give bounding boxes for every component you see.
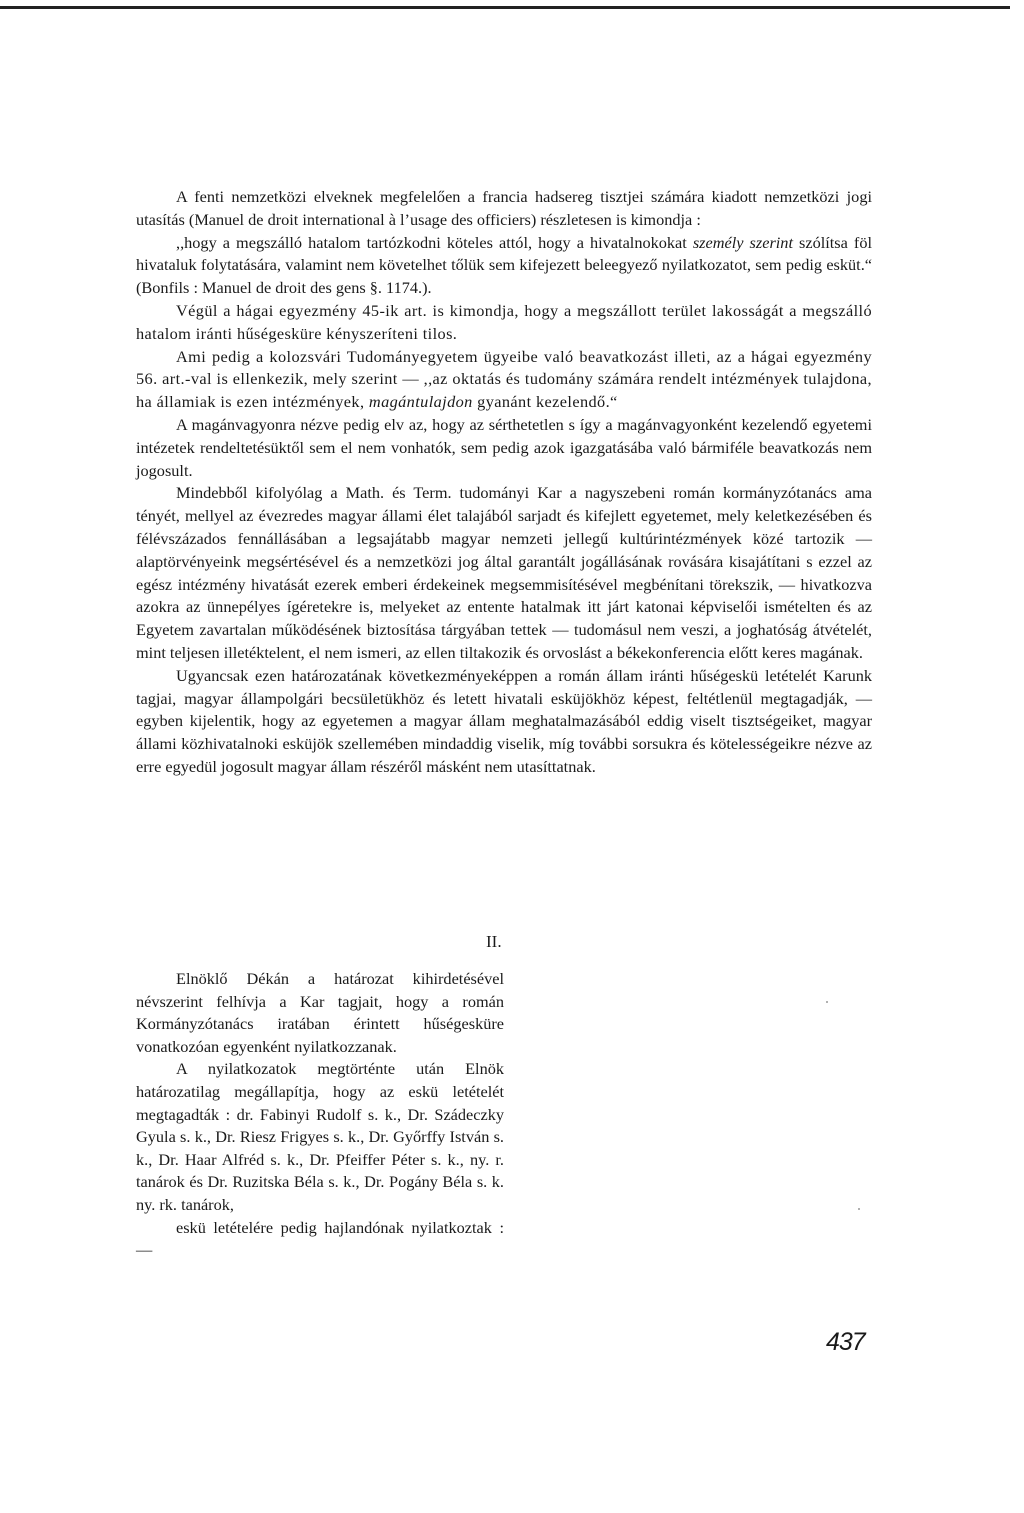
paragraph-2-text-b: szólítsa föl hivataluk folytatására, valamint nem követelhet tőlük sem kifejezett beleegyező nyilatkozatot, sem pedig esküt.“ (Bonfils : Manuel de droit des gens §. 1174.). bbox=[136, 232, 873, 298]
left-paragraph-1: Elnöklő Dékán a határozat kihirdetésével névszerint felhívja a Kar tagjait, hogy a román Kormányzótanács iratában érintett hűségesküre vonatkozóan egyenként nyilatkozzanak. bbox=[136, 969, 504, 1056]
paragraph-5: A magánvagyonra nézve pedig elv az, hogy az sérthetetlen s így a magánvagyonként kezelendő egyetemi intézetek rendeltetésüktől sem el nem vonhatók, sem pedig azok igazgatásába való bármiféle beavatkozás nem jogosult. bbox=[136, 414, 872, 480]
top-rule bbox=[0, 6, 1010, 9]
specks bbox=[826, 1001, 828, 1003]
paragraph-7: Ugyancsak ezen határozatának következményeképpen a román állam iránti hűségeskü letételét Karunk tagjai, magyar állampolgári becsületükhöz és letett hivatali esküjökhöz képest, feltétlenül megtagadják, — egyben kijelentik, hogy az egyetemen a magyar állam meghatalmazásából eddig viselt tisztségeiket, magyar állami közhivatalnoki esküjök szellemében mindaddig viselik, míg további sorsukra és kötelességeikre nézve az erre egyedül jogosult magyar állam részéről másként nem utasíttatnak. bbox=[136, 665, 872, 776]
section-heading: II. bbox=[486, 932, 502, 951]
main-text bbox=[136, 186, 872, 779]
left-paragraph-2: A nyilatkozatok megtörténte után Elnök határozatilag megállapítja, hogy az eskü letételét megtagadták : dr. Fabinyi Rudolf s. k., Dr. Szádeczky Gyula s. k., Dr. Riesz Frigyes s. k., Dr. Győrffy István s. k., Dr. Haar Alfréd s. k., Dr. Pfeiffer Péter s. k., ny. r. tanárok és Dr. Ruzitska Béla s. k., Dr. Pogány Béla s. k. ny. rk. tanárok, bbox=[136, 1059, 504, 1214]
left-column-text bbox=[136, 968, 504, 1262]
paragraph-2-emphasis: személy szerint bbox=[692, 232, 793, 252]
paragraph-2 bbox=[136, 232, 872, 300]
paragraph-1: A fenti nemzetközi elveknek megfelelően a francia hadsereg tisztjei számára kiadott nemzetközi jogi utasítás (Manuel de droit international à l’usage des officiers) részletesen is kimondja : bbox=[136, 187, 872, 229]
left-paragraph-3: eskü letételére pedig hajlandónak nyilatkoztak : — bbox=[136, 1217, 504, 1260]
paragraph-2-text-a: ,,hogy a megszálló hatalom tartózkodni köteles attól, hogy a hivatalnokokat bbox=[176, 232, 693, 252]
paragraph-4 bbox=[136, 346, 872, 414]
paragraph-3: Végül a hágai egyezmény 45-ik art. is kimondja, hogy a megszállott terület lakosságát a megszálló hatalom iránti hűségesküre kényszeríteni tilos. bbox=[136, 300, 872, 343]
paragraph-4-emphasis: magántulajdon bbox=[368, 392, 473, 412]
specks bbox=[858, 1208, 860, 1210]
page-number: 437 bbox=[826, 1328, 865, 1356]
paragraph-4-text-a: Ami pedig a kolozsvári Tudományegyetem ügyeibe való beavatkozást illeti, az a hágai egyezmény 56. art.-val is ellenkezik, mely szerint — ,,az oktatás és tudomány számára rendelt intézmények tulajdona, ha államiak is ezen intézmények, bbox=[136, 346, 872, 412]
paragraph-6: Mindebből kifolyólag a Math. és Term. tudományi Kar a nagyszebeni román kormányzótanács ama tényét, mellyel az évezredes magyar állami élet talajából sarjadt és kifejlett egyetemet, mely keletkezésében és félévszázados fennállásában a legsajátabb magyar nemzeti jellegű kultúrintézmények közé tartozik — alaptörvényeink megsértésével és a nemzetközi jog által garantált jogállásának rovására kisajátítani s ezzel az egész intézmény hivatását ezerek emberi érdekeinek megsemmisítésével megbénítani törekszik, — hivatkozva azokra az ünnepélyes ígéretekre is, melyeket az entente hatalmak itt járt katonai képviselői ismételten és az Egyetem zavartalan működésének biztosítása tárgyában tettek — tudomásul nem veszi, a joghatóság átvételét, mint teljesen illetéktelent, el nem ismeri, az ellen tiltakozik és orvoslást a békekonferencia előtt keres magának. bbox=[136, 483, 872, 662]
paragraph-4-text-b: gyanánt kezelendő.“ bbox=[472, 392, 618, 412]
